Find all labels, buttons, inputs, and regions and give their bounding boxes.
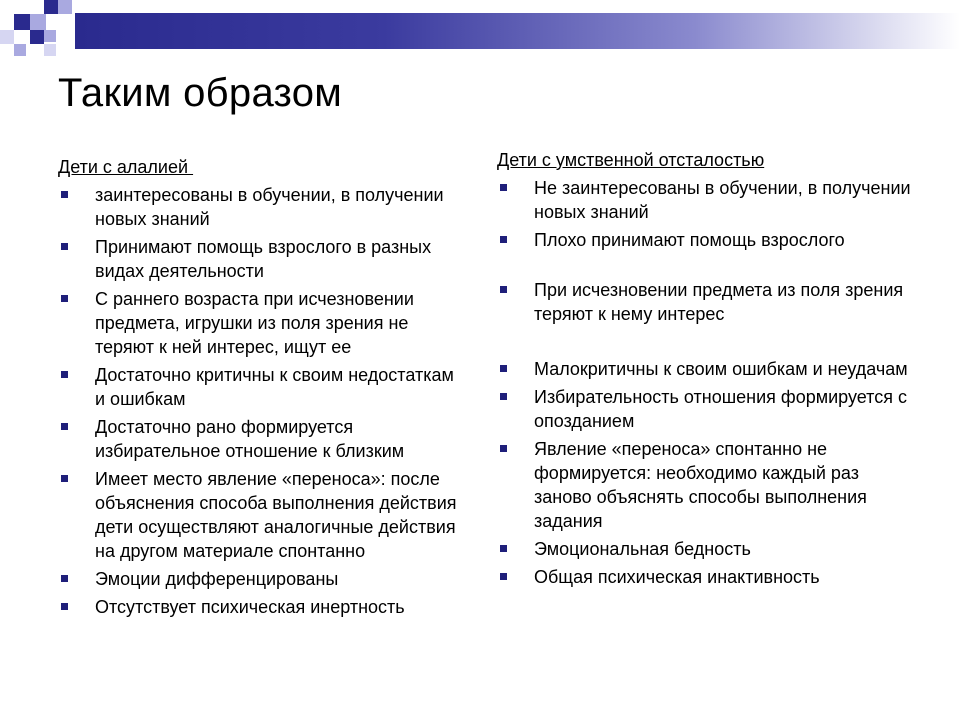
right-column-heading: Дети с умственной отсталостью: [497, 150, 765, 170]
decor-square: [14, 14, 30, 30]
list-item-text: Избирательность отношения формируется с опозданием: [534, 387, 907, 431]
list-item: [497, 176, 917, 224]
list-item-text: Достаточно критичны к своим недостаткам и ошибкам: [95, 365, 454, 409]
square-bullet-icon: [500, 286, 507, 293]
decor-square: [58, 0, 72, 14]
list-item-text: Не заинтересованы в обучении, в получении новых знаний: [534, 178, 911, 222]
list-item-text: Достаточно рано формируется избирательное отношение к близким: [95, 417, 405, 461]
left-column-heading: Дети с алалией: [58, 157, 194, 177]
right-column: [497, 148, 917, 593]
square-bullet-icon: [500, 365, 507, 372]
list-item: [497, 385, 917, 433]
slide-title: Таким образом: [58, 71, 343, 115]
decor-square: [44, 0, 58, 14]
square-bullet-icon: [61, 575, 68, 582]
square-bullet-icon: [61, 603, 68, 610]
list-item: [58, 595, 458, 619]
list-item-text: При исчезновении предмета из поля зрения теряют к нему интерес: [534, 280, 904, 324]
square-bullet-icon: [500, 236, 507, 243]
right-column-list: [497, 176, 917, 589]
list-item: [58, 183, 458, 231]
left-column: [58, 155, 458, 623]
list-item: [58, 235, 458, 283]
decor-square: [14, 44, 26, 56]
list-item-text: Эмоции дифференцированы: [95, 569, 339, 589]
left-column-list: [58, 183, 458, 619]
square-bullet-icon: [500, 445, 507, 452]
square-bullet-icon: [500, 573, 507, 580]
list-item-text: Плохо принимают помощь взрослого: [534, 230, 845, 250]
list-item-text: Отсутствует психическая инертность: [95, 597, 405, 617]
decor-square: [30, 30, 44, 44]
square-bullet-icon: [61, 295, 68, 302]
list-item-text: Имеет место явление «переноса»: после объяснения способа выполнения действия дети осуществляют аналогичные действия на другом материале спонтанно: [95, 469, 457, 561]
list-item: [497, 228, 917, 252]
list-item-text: заинтересованы в обучении, в получении новых знаний: [95, 185, 444, 229]
list-item-text: Общая психическая инактивность: [534, 567, 820, 587]
square-bullet-icon: [61, 423, 68, 430]
decor-square: [0, 30, 14, 44]
list-item: [497, 278, 917, 326]
list-item-text: С раннего возраста при исчезновении предмета, игрушки из поля зрения не теряют к ней интерес, ищут ее: [95, 289, 414, 357]
header-gradient-bar: [75, 13, 960, 49]
list-item: [58, 287, 458, 359]
square-bullet-icon: [61, 475, 68, 482]
decor-square: [30, 14, 46, 30]
square-bullet-icon: [500, 393, 507, 400]
list-item: [497, 357, 917, 381]
square-bullet-icon: [500, 545, 507, 552]
list-item-text: Малокритичны к своим ошибкам и неудачам: [534, 359, 908, 379]
decor-square: [44, 30, 56, 42]
square-bullet-icon: [61, 371, 68, 378]
decor-square: [44, 44, 56, 56]
square-bullet-icon: [61, 243, 68, 250]
list-item: [58, 467, 458, 563]
list-item: [58, 363, 458, 411]
square-bullet-icon: [61, 191, 68, 198]
list-item: [497, 437, 917, 533]
list-item: [497, 565, 917, 589]
square-bullet-icon: [500, 184, 507, 191]
list-item: [58, 415, 458, 463]
list-item-text: Явление «переноса» спонтанно не формируется: необходимо каждый раз заново объяснять способы выполнения задания: [534, 439, 867, 531]
list-item: [497, 537, 917, 561]
list-item-text: Эмоциональная бедность: [534, 539, 751, 559]
list-item-text: Принимают помощь взрослого в разных видах деятельности: [95, 237, 432, 281]
list-item: [58, 567, 458, 591]
